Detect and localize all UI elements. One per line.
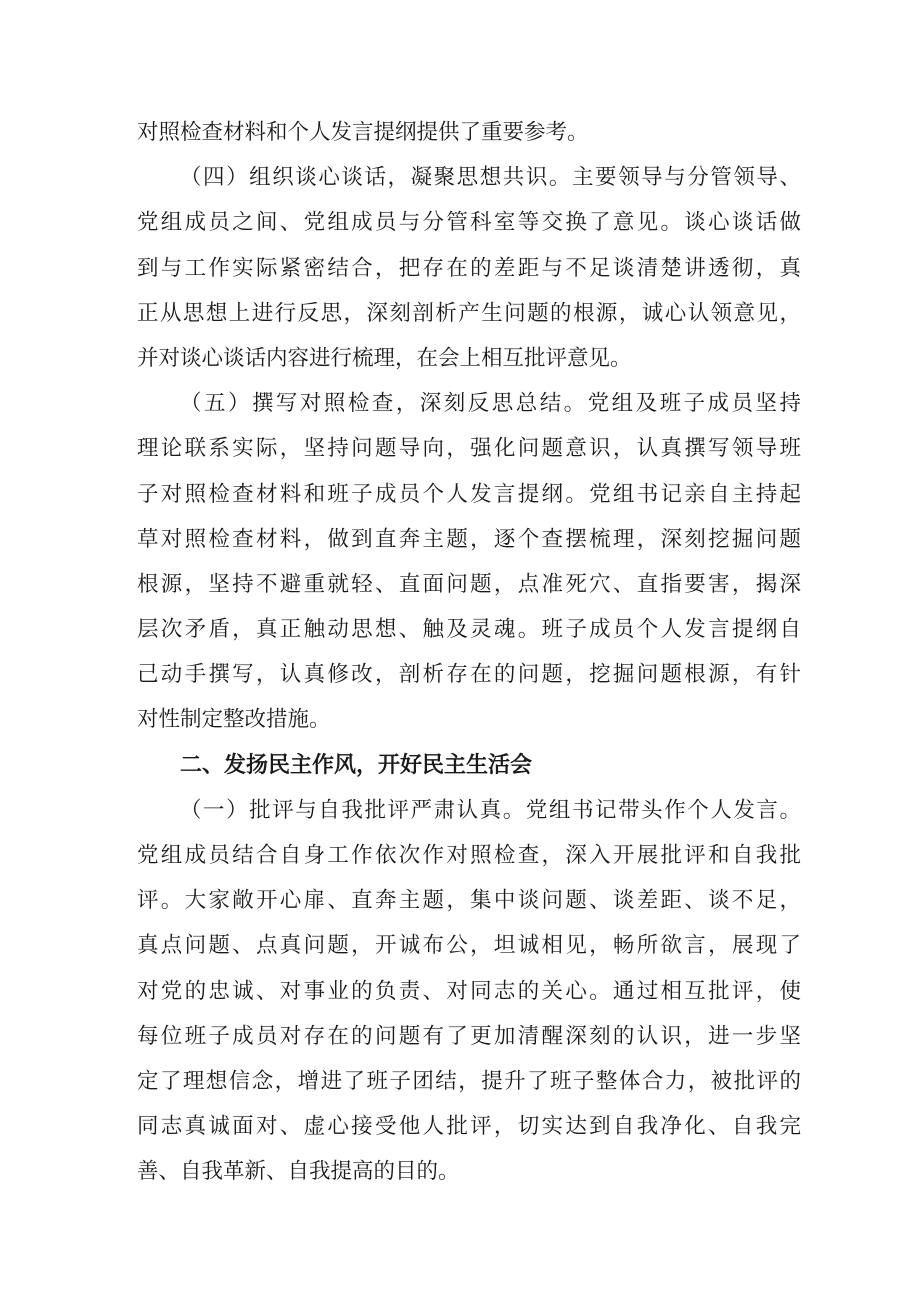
paragraph-line: 定了理想信念，增进了班子团结，提升了班子整体合力，被批评的 [137,1068,801,1094]
paragraph-line: 理论联系实际，坚持问题导向，强化问题意识，认真撰写领导班 [137,436,801,462]
paragraph-line: 真点问题、点真问题，开诚布公，坦诚相见，畅所欲言，展现了 [137,933,801,959]
document-page [137,110,801,1195]
paragraph-line: 到与工作实际紧密结合，把存在的差距与不足谈清楚讲透彻，真 [137,255,801,281]
paragraph-line: 对性制定整改措施。 [137,707,331,733]
paragraph-line: 正从思想上进行反思，深刻剖析产生问题的根源，诚心认领意见， [137,300,801,326]
paragraph-line: 善、自我革新、自我提高的目的。 [137,1159,460,1185]
paragraph-line: （四）组织谈心谈话，凝聚思想共识。主要领导与分管领导、 [180,165,801,191]
paragraph-line: 对党的忠诚、对事业的负责、对同志的关心。通过相互批评，使 [137,978,801,1004]
paragraph-line: 并对谈心谈话内容进行梳理，在会上相互批评意见。 [137,345,632,371]
paragraph-line: 根源，坚持不避重就轻、直面问题，点准死穴、直指要害，揭深 [137,571,801,597]
paragraph-line: 己动手撰写，认真修改，剖析存在的问题，挖掘问题根源，有针 [137,662,801,688]
paragraph-line: 子对照检查材料和班子成员个人发言提纲。党组书记亲自主持起 [137,481,801,507]
paragraph-line: 同志真诚面对、虚心接受他人批评，切实达到自我净化、自我完 [137,1114,801,1140]
section-heading: 二、发扬民主作风，开好民主生活会 [180,752,533,778]
paragraph-line: 层次矛盾，真正触动思想、触及灵魂。班子成员个人发言提纲自 [137,617,801,643]
paragraph-line: 党组成员之间、党组成员与分管科室等交换了意见。谈心谈话做 [137,210,801,236]
paragraph-line: 对照检查材料和个人发言提纲提供了重要参考。 [137,120,589,145]
paragraph-line: 每位班子成员对存在的问题有了更加清醒深刻的认识，进一步坚 [137,1023,801,1049]
paragraph-line: 草对照检查材料，做到直奔主题，逐个查摆梳理，深刻挖掘问题 [137,526,801,552]
paragraph-line: 评。大家敞开心扉、直奔主题，集中谈问题、谈差距、谈不足， [137,888,801,914]
paragraph-line: （五）撰写对照检查，深刻反思总结。党组及班子成员坚持 [180,391,801,417]
paragraph-line: 党组成员结合自身工作依次作对照检查，深入开展批评和自我批 [137,843,801,868]
paragraph-line: （一）批评与自我批评严肃认真。党组书记带头作个人发言。 [180,797,801,823]
